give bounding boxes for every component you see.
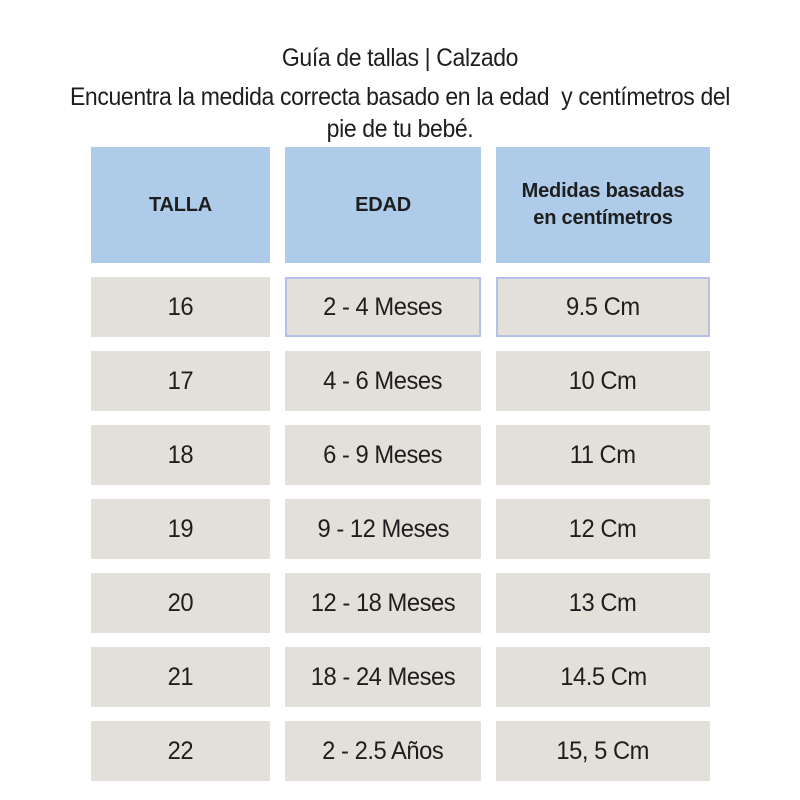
- table-cell-medida: [496, 721, 710, 781]
- cell-value: 2 - 2.5 Años: [322, 736, 444, 765]
- table-cell-medida: [496, 277, 710, 337]
- cell-value: 10 Cm: [569, 366, 637, 395]
- cell-value: 2 - 4 Meses: [323, 292, 443, 321]
- table-cell-talla: [91, 351, 270, 411]
- cell-value: 22: [167, 736, 194, 765]
- column-header-talla-label: TALLA: [148, 193, 213, 216]
- cell-value: 18: [167, 440, 194, 469]
- page-subtitle-line-1: Encuentra la medida correcta basado en la edad y centímetros del: [69, 83, 731, 111]
- cell-value: 20: [167, 588, 194, 617]
- column-header-edad-label: EDAD: [355, 193, 411, 216]
- cell-value: 4 - 6 Meses: [323, 366, 443, 395]
- table-cell-medida: [496, 573, 710, 633]
- cell-value: 18 - 24 Meses: [310, 662, 456, 691]
- table-cell-medida: [496, 499, 710, 559]
- table-cell-talla: [91, 721, 270, 781]
- column-header-medidas-label: Medidas basadas en centímetros: [521, 180, 685, 229]
- cell-value: 9.5 Cm: [566, 292, 640, 321]
- table-cell-edad: [285, 647, 481, 707]
- table-cell-edad: [285, 499, 481, 559]
- table-cell-edad: [285, 721, 481, 781]
- page-title: Guía de tallas | Calzado: [281, 44, 519, 72]
- cell-value: 14.5 Cm: [559, 662, 647, 691]
- cell-value: 19: [167, 514, 194, 543]
- column-header-edad: [285, 147, 481, 263]
- cell-value: 21: [167, 662, 194, 691]
- page-subtitle-line-2: pie de tu bebé.: [326, 115, 474, 143]
- cell-value: 12 Cm: [569, 514, 637, 543]
- table-cell-medida: [496, 425, 710, 485]
- table-cell-talla: [91, 499, 270, 559]
- cell-value: 9 - 12 Meses: [317, 514, 449, 543]
- cell-value: 15, 5 Cm: [556, 736, 650, 765]
- table-cell-medida: [496, 647, 710, 707]
- column-header-medidas: [496, 147, 710, 263]
- table-cell-talla: [91, 425, 270, 485]
- table-cell-talla: [91, 573, 270, 633]
- table-cell-talla: [91, 647, 270, 707]
- table-cell-edad: [285, 277, 481, 337]
- table-cell-edad: [285, 351, 481, 411]
- cell-value: 11 Cm: [570, 440, 636, 469]
- cell-value: 13 Cm: [569, 588, 637, 617]
- cell-value: 16: [167, 292, 194, 321]
- size-guide-table: [91, 147, 710, 781]
- title-block: [0, 42, 800, 145]
- table-cell-edad: [285, 425, 481, 485]
- column-header-talla: [91, 147, 270, 263]
- cell-value: 17: [167, 366, 194, 395]
- cell-value: 6 - 9 Meses: [323, 440, 443, 469]
- table-cell-medida: [496, 351, 710, 411]
- table-cell-talla: [91, 277, 270, 337]
- table-cell-edad: [285, 573, 481, 633]
- cell-value: 12 - 18 Meses: [310, 588, 456, 617]
